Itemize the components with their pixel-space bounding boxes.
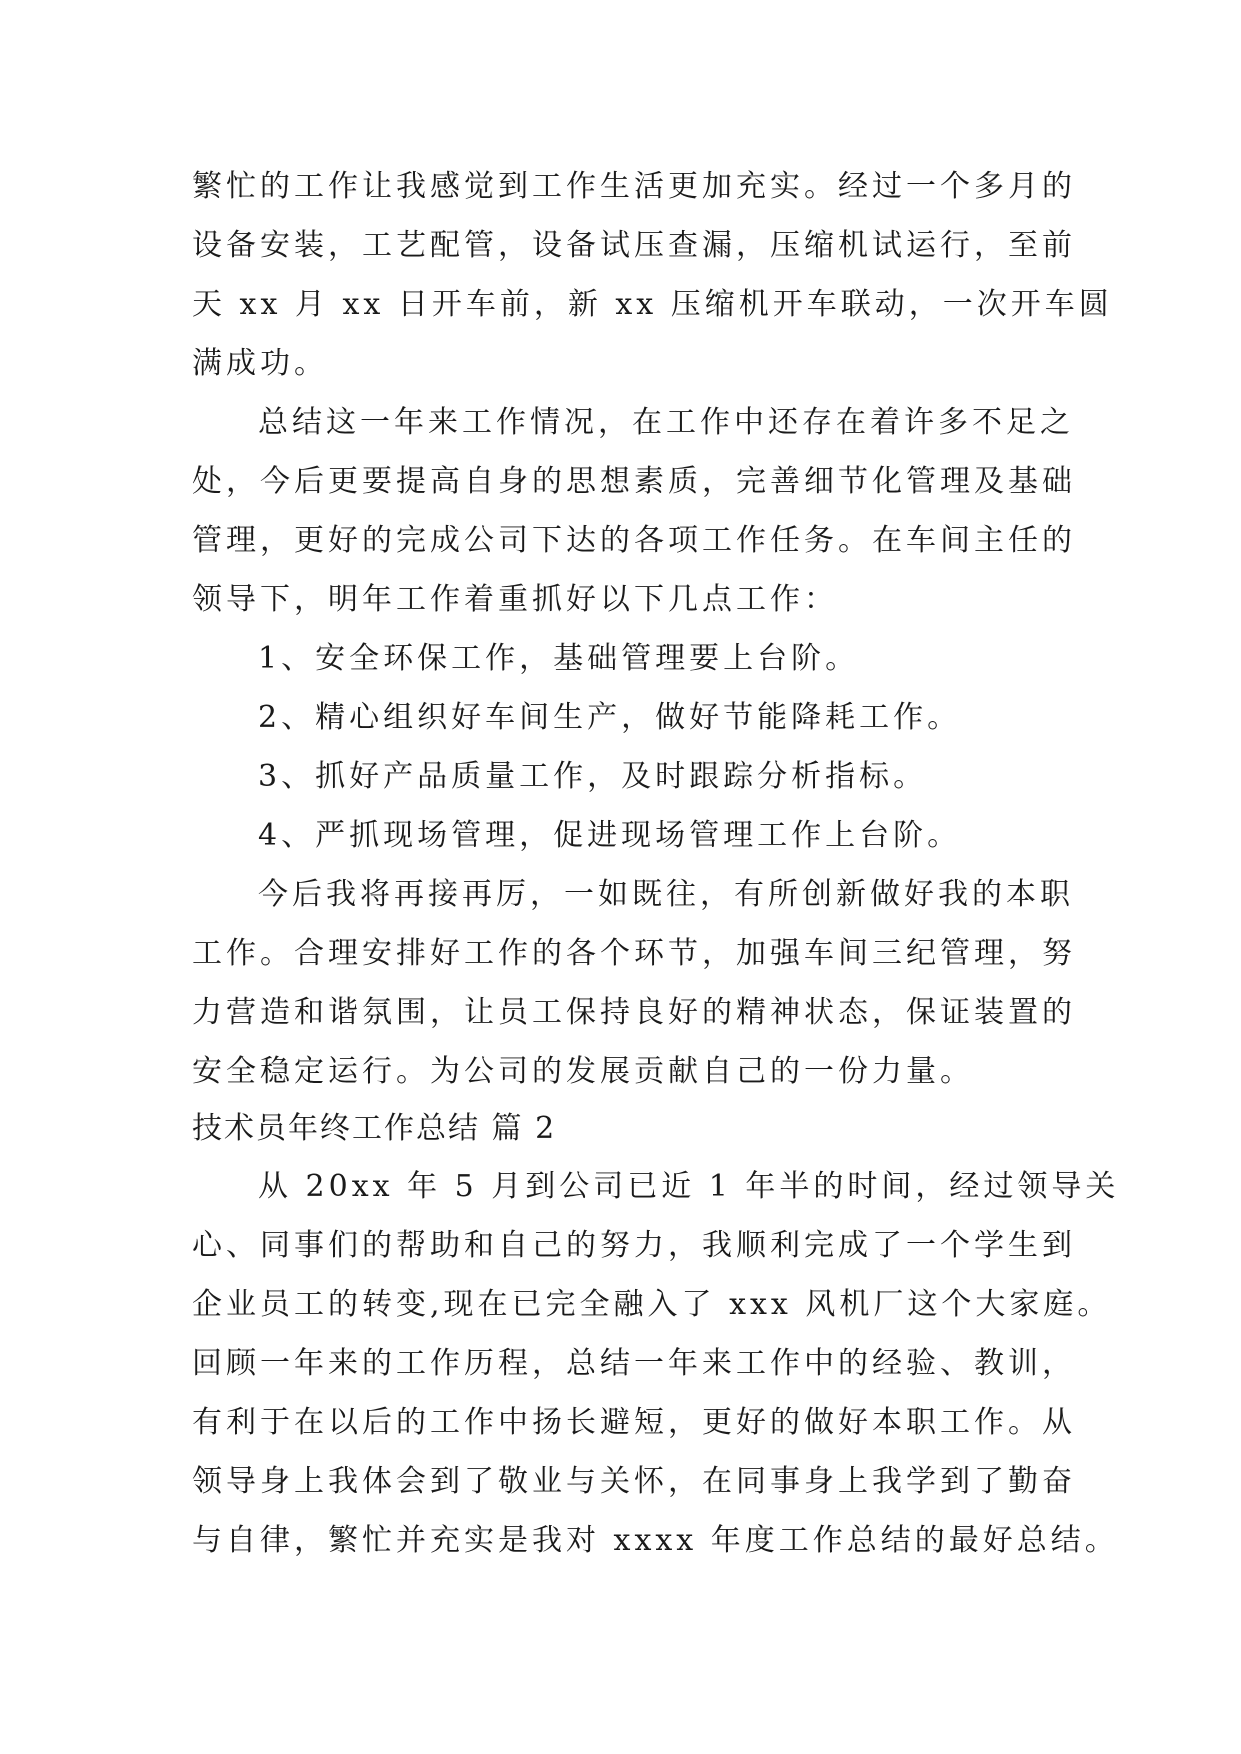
section-heading: 技术员年终工作总结 篇 2	[192, 1111, 557, 1146]
paragraph-line: 有利于在以后的工作中扬长避短，更好的做好本职工作。从	[192, 1405, 1076, 1440]
paragraph-4	[192, 1157, 1120, 1570]
paragraph-line: 领导下，明年工作着重抓好以下几点工作：	[192, 582, 838, 617]
paragraph-line: 处，今后更要提高自身的思想素质，完善细节化管理及基础	[192, 464, 1076, 499]
paragraph-line: 与自律，繁忙并充实是我对 xxxx 年度工作总结的最好总结。	[192, 1523, 1119, 1558]
paragraph-line: 企业员工的转变,现在已完全融入了 xxx 风机厂这个大家庭。	[192, 1287, 1112, 1322]
paragraph-line: 回顾一年来的工作历程，总结一年来工作中的经验、教训，	[192, 1346, 1076, 1381]
paragraph-1	[192, 157, 1113, 393]
paragraph-2	[192, 393, 1082, 629]
paragraph-line: 满成功。	[192, 346, 328, 381]
paragraph-line: 总结这一年来工作情况，在工作中还存在着许多不足之	[258, 405, 1074, 440]
paragraph-3	[192, 865, 1082, 1101]
paragraph-line: 工作。合理安排好工作的各个环节，加强车间三纪管理，努	[192, 936, 1076, 971]
paragraph-line: 从 20xx 年 5 月到公司已近 1 年半的时间，经过领导关	[258, 1169, 1120, 1204]
work-plan-list	[192, 629, 1082, 865]
paragraph-line: 管理，更好的完成公司下达的各项工作任务。在车间主任的	[192, 523, 1076, 558]
paragraph-line: 天 xx 月 xx 日开车前，新 xx 压缩机开车联动，一次开车圆	[192, 287, 1113, 322]
paragraph-line: 今后我将再接再厉，一如既往，有所创新做好我的本职	[258, 877, 1074, 912]
paragraph-line: 领导身上我体会到了敬业与关怀，在同事身上我学到了勤奋	[192, 1464, 1076, 1499]
paragraph-line: 心、同事们的帮助和自己的努力，我顺利完成了一个学生到	[192, 1228, 1076, 1263]
paragraph-line: 力营造和谐氛围，让员工保持良好的精神状态，保证装置的	[192, 995, 1076, 1030]
list-item: 1、安全环保工作，基础管理要上台阶。	[258, 641, 860, 676]
list-item: 3、抓好产品质量工作，及时跟踪分析指标。	[258, 759, 928, 794]
paragraph-line: 设备安装，工艺配管，设备试压查漏，压缩机试运行，至前	[192, 228, 1076, 263]
list-item: 4、严抓现场管理，促进现场管理工作上台阶。	[258, 818, 962, 853]
list-item: 2、精心组织好车间生产，做好节能降耗工作。	[258, 700, 962, 735]
paragraph-line: 安全稳定运行。为公司的发展贡献自己的一份力量。	[192, 1054, 974, 1089]
document-page	[192, 157, 1120, 1570]
paragraph-line: 繁忙的工作让我感觉到工作生活更加充实。经过一个多月的	[192, 169, 1076, 204]
